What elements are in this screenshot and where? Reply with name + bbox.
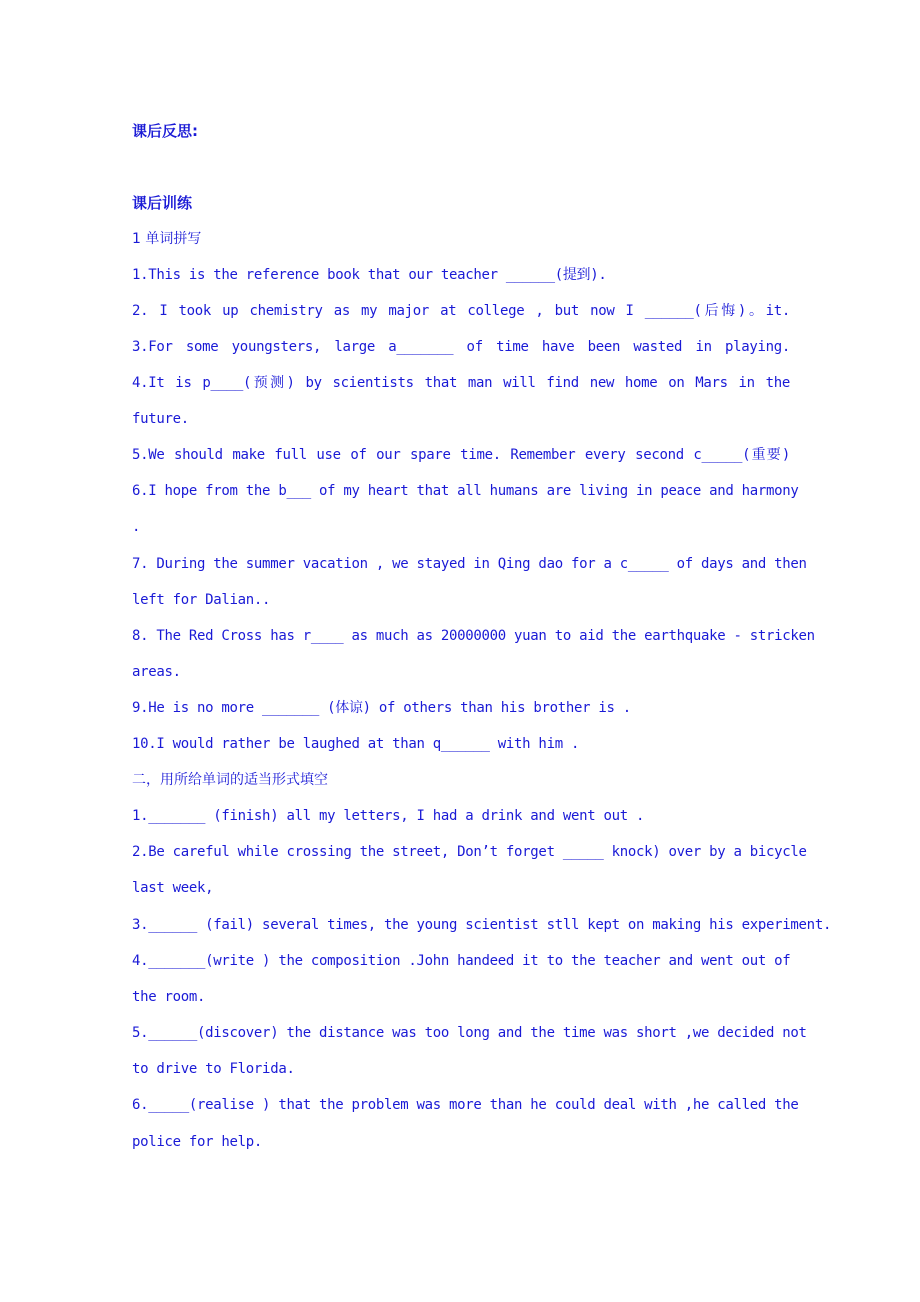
exercise-line: 9.He is no more _______ (体谅) of others than his brother is . xyxy=(132,700,631,716)
exercise-line: 5.______(discover) the distance was too long and the time was short ,we decided not xyxy=(132,1025,807,1041)
exercise-line: to drive to Florida. xyxy=(132,1061,295,1077)
exercise-line: 10.I would rather be laughed at than q______ with him . xyxy=(132,736,580,752)
exercise-line: 6.I hope from the b___ of my heart that all humans are living in peace and harmony xyxy=(132,483,799,499)
training-heading: 课后训练 xyxy=(132,194,193,212)
exercise-line: . xyxy=(132,519,141,535)
exercise-line: 3.For some youngsters, large a_______ of time have been wasted in playing. xyxy=(132,339,790,355)
exercise-line: future. xyxy=(132,411,189,427)
exercise-line: 4.It is p____(预测) by scientists that man will find new home on Mars in the xyxy=(132,375,790,391)
exercise-line: the room. xyxy=(132,989,206,1005)
exercise-line: 2. I took up chemistry as my major at college , but now I ______(后悔)。it. xyxy=(132,303,790,319)
exercise-line: left for Dalian.. xyxy=(132,592,271,608)
exercise-line: 1.This is the reference book that our teacher ______(提到). xyxy=(132,267,607,283)
exercise-line: 7. During the summer vacation , we stayed in Qing dao for a c_____ of days and then xyxy=(132,556,807,572)
exercise-line: 2.Be careful while crossing the street, Don’t forget _____ knock) over by a bicycle xyxy=(132,844,807,860)
exercise-line: areas. xyxy=(132,664,181,680)
form-section-title: 二，用所给单词的适当形式填空 xyxy=(132,772,328,788)
exercise-line: 8. The Red Cross has r____ as much as 20000000 yuan to aid the earthquake - stricken xyxy=(132,628,815,644)
exercise-line: 1._______ (finish) all my letters, I had a drink and went out . xyxy=(132,808,645,824)
exercise-line: 6._____(realise ) that the problem was more than he could deal with ,he called the xyxy=(132,1097,799,1113)
exercise-line: last week, xyxy=(132,880,214,896)
exercise-line: 5.We should make full use of our spare time. Remember every second c_____(重要) xyxy=(132,447,790,463)
spelling-section-title: 1 单词拼写 xyxy=(132,231,202,247)
reflection-heading: 课后反思: xyxy=(132,122,198,140)
exercise-line: police for help. xyxy=(132,1134,263,1150)
exercise-line: 3.______ (fail) several times, the young scientist stll kept on making his experiment. xyxy=(132,917,832,933)
exercise-line: 4._______(write ) the composition .John handeed it to the teacher and went out of xyxy=(132,953,791,969)
